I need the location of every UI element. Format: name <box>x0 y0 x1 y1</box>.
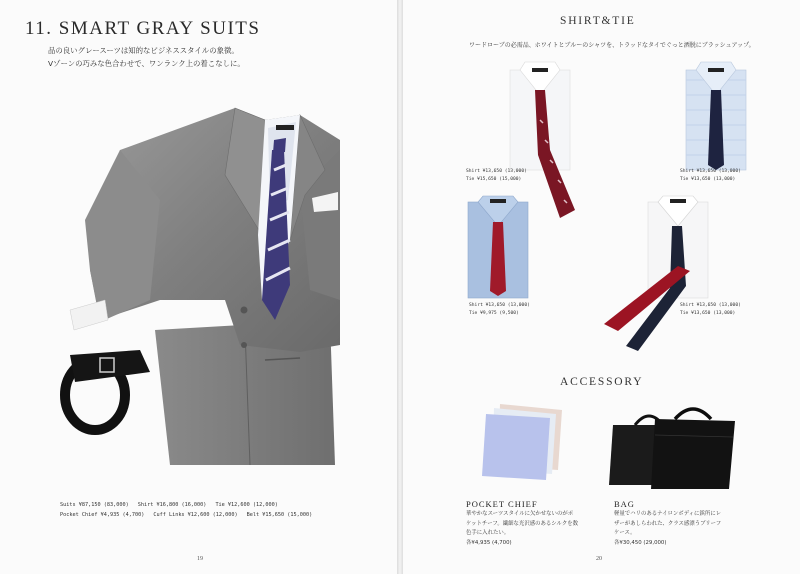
desc-line: 色手に入れたい。 <box>466 530 510 537</box>
caption-item-2 <box>680 168 741 184</box>
lead-line: 品の良いグレースーツは知的なビジネススタイルの象徴。 <box>48 46 239 55</box>
page-number: 20 <box>596 556 602 562</box>
caption-line: Shirt ¥13,650 (13,000) <box>680 303 741 308</box>
blue-shirt-navy-tie-photo <box>678 60 758 180</box>
section-title-shirt-tie: SHIRT&TIE <box>560 15 636 27</box>
price-item: Tie ¥12,600 (12,000) <box>215 502 278 508</box>
shirt-tie-lead: ワードローブの必需品、ホワイトとブルーのシャツを、トラッドなタイでぐっと洒脱にブラッシュアップ。 <box>469 42 755 49</box>
price-row <box>60 510 321 520</box>
pocket-chief-description <box>466 510 578 548</box>
page-title: 11. SMART GRAY SUITS <box>25 18 261 39</box>
caption-item-1 <box>466 168 527 184</box>
price-item: Shirt ¥16,800 (16,000) <box>137 502 207 508</box>
price-item: Pocket Chief ¥4,935 (4,700) <box>60 512 145 518</box>
briefcase-bag-photo <box>605 405 745 495</box>
caption-line: Tie ¥9,975 (9,500) <box>469 311 519 316</box>
desc-line: 華やかなスーツスタイルに欠かせないのがポ <box>466 511 574 517</box>
desc-line: ケットチーフ。繊細な光沢感のあるシルクを数 <box>466 520 578 527</box>
price-row <box>60 500 321 510</box>
section-title-accessory: ACCESSORY <box>560 376 644 388</box>
caption-line: Tie ¥13,650 (13,000) <box>680 311 736 316</box>
bag-description <box>614 510 721 548</box>
desc-price: 各¥4,935 (4,700) <box>466 539 512 546</box>
page-number: 19 <box>197 556 203 562</box>
desc-line: ザーがあしらわれた、クラス感漂うブリーフ <box>614 520 722 527</box>
caption-item-4 <box>680 302 741 318</box>
white-shirt-knit-ties-photo <box>598 196 738 366</box>
bag-name: BAG <box>614 499 635 509</box>
pocket-chief-name: POCKET CHIEF <box>466 499 538 509</box>
desc-line: ケース。 <box>614 530 636 537</box>
caption-line: Tie ¥15,650 (15,000) <box>466 177 522 182</box>
desc-line: 軽量でハリのあるナイロンボディに鋲所にレ <box>614 511 722 517</box>
caption-line: Tie ¥13,650 (13,000) <box>680 177 736 182</box>
caption-item-3 <box>469 302 530 318</box>
caption-line: Shirt ¥13,650 (13,000) <box>469 303 530 308</box>
lead-line: Vゾーンの巧みな色合わせで、ワンランク上の着こなしに。 <box>48 59 245 68</box>
blue-shirt-red-tie-photo <box>460 196 540 306</box>
price-item: Cuff Links ¥12,600 (12,000) <box>153 512 238 518</box>
price-item: Suits ¥87,150 (83,000) <box>60 502 129 508</box>
caption-line: Shirt ¥13,650 (13,000) <box>680 169 741 174</box>
price-item: Belt ¥15,650 (15,000) <box>246 512 313 518</box>
desc-price: 各¥30,450 (29,000) <box>614 539 667 546</box>
price-list <box>60 500 321 520</box>
pocket-chief-photo <box>478 400 568 490</box>
caption-line: Shirt ¥13,650 (13,000) <box>466 169 527 174</box>
